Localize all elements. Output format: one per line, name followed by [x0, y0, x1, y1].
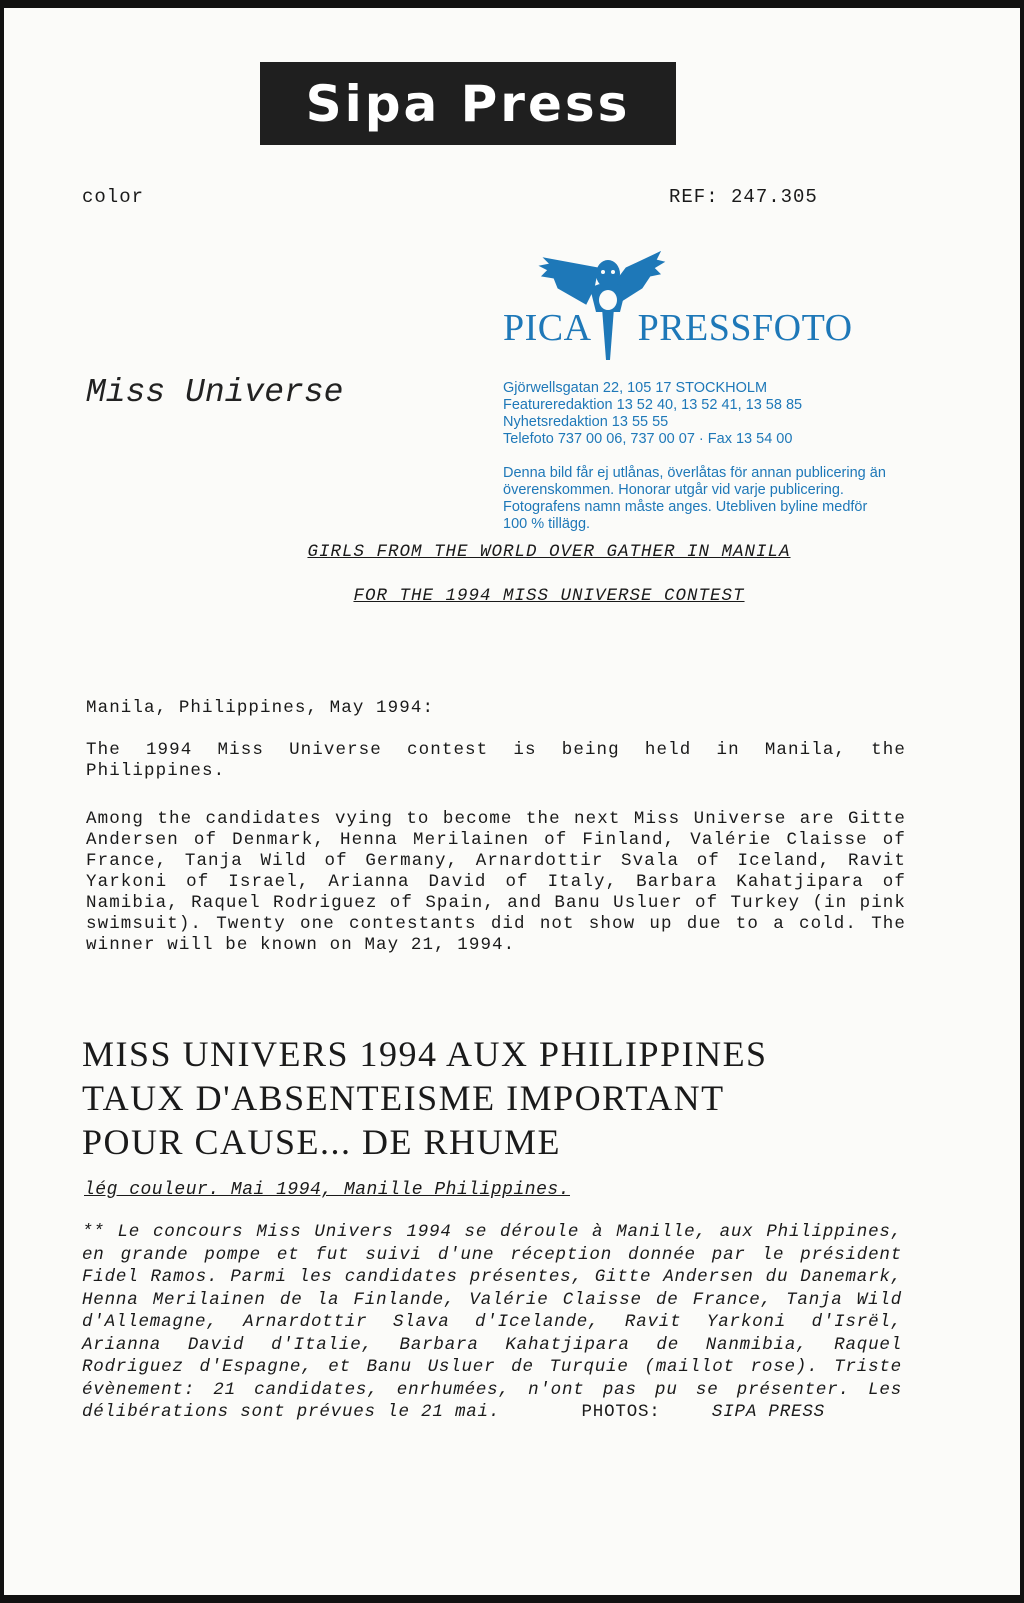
headline-line-1: GIRLS FROM THE WORLD OVER GATHER IN MANILA [307, 542, 791, 562]
headline-line-2: FOR THE 1994 MISS UNIVERSE CONTEST [353, 586, 745, 606]
french-title-line: TAUX D'ABSENTEISME IMPORTANT [82, 1078, 725, 1118]
english-paragraph-1: The 1994 Miss Universe contest is being held in Manila, the Philippines. [86, 740, 906, 781]
french-body-text: ** Le concours Miss Univers 1994 se déroule à Manille, aux Philippines, en grande pompe et fut suivi d'une réception donnée par le président Fidel Ramos. Parmi les candidates présentes, Gitte Andersen du Danemark, Henna Merilainen de la Finlande, Valérie Claisse de France, Tanja Wild d'Allemagne, Arnardottir Slava d'Icelande, Ravit Yarkoni d'Isrël, Arianna David d'Italie, Barbara Kahatjipara de Nanmibia, Raquel Rodriguez d'Espagne, et Banu Usluer de Turquie (maillot rose). Triste évènement: 21 candidates, enrhumées, n'ont pas pu se présenter. Les délibérations sont prévues le 21 mai. [82, 1222, 902, 1422]
usage-notice: Denna bild får ej utlånas, överlåtas för annan publicering än överenskommen. Honorar utgår vid varje publicering. Fotografens namn måste anges. Utebliven byline medför 100 % tillägg. [503, 465, 886, 532]
english-paragraph-2: Among the candidates vying to become the next Miss Universe are Gitte Andersen of Denmark, Henna Merilainen of Finland, Valérie Claisse of France, Tanja Wild of Germany, Arnardottir Svala of Iceland, Ravit Yarkoni of Israel, Arianna David of Italy, Barbara Kahatjipara of Namibia, Raquel Rodriguez of Spain, and Banu Usluer of Turkey (in pink swimsuit). Twenty one contestants did not show up due to a cold. The winner will be known on May 21, 1994. [86, 809, 906, 955]
address-line: Featureredaktion 13 52 40, 13 52 41, 13 58 85 [503, 397, 803, 413]
document-title: Miss Universe [86, 374, 344, 411]
photo-credit: SIPA PRESS [711, 1402, 825, 1422]
logotype-pressfoto: PRESSFOTO [637, 307, 853, 349]
sipa-press-banner: Sipa Press [260, 62, 676, 145]
address-line: Telefoto 737 00 06, 737 00 07 · Fax 13 54 00 [503, 431, 793, 447]
french-title-line: MISS UNIVERS 1994 AUX PHILIPPINES [82, 1034, 768, 1074]
agency-address [503, 380, 893, 448]
logotype-pica: PICA [503, 307, 592, 349]
address-line: Gjörwellsgatan 22, 105 17 STOCKHOLM [503, 380, 768, 396]
pica-pressfoto-logotype [503, 306, 853, 350]
dateline: Manila, Philippines, May 1994: [86, 698, 435, 718]
address-line: Nyhetsredaktion 13 55 55 [503, 414, 669, 430]
french-title-line: POUR CAUSE... DE RHUME [82, 1122, 562, 1162]
french-caption [82, 1221, 902, 1424]
french-legend: lég couleur. Mai 1994, Manille Philippines. [84, 1180, 570, 1200]
color-label: color [82, 186, 145, 208]
press-sheet [4, 8, 1020, 1595]
french-title [82, 1032, 942, 1164]
photos-label: PHOTOS: [581, 1402, 661, 1422]
reference-number: REF: 247.305 [669, 186, 818, 208]
